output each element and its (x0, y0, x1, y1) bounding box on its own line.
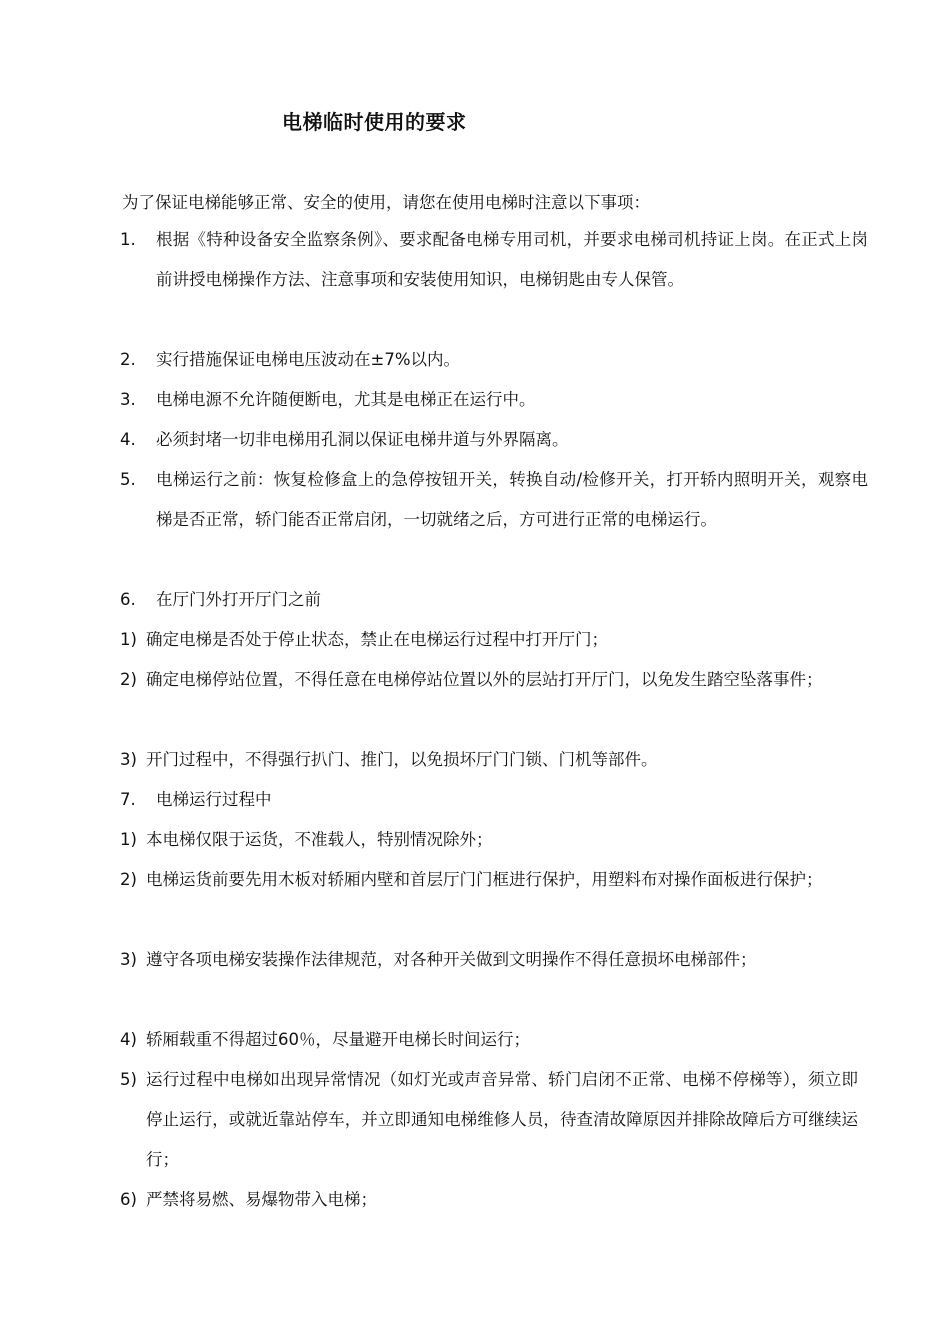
item-number: 4. (120, 430, 136, 449)
sub-item-7-3 (120, 940, 858, 980)
item-number: 4) (120, 1030, 137, 1049)
item-text: 根据《特种设备安全监察条例》、要求配备电梯专用司机，并要求电梯司机持证上岗。在正式上岗前讲授电梯操作方法、注意事项和安装使用知识，电梯钥匙由专人保管。 (156, 230, 868, 289)
list-item-2 (120, 340, 868, 380)
list-item-1 (120, 220, 868, 300)
list-item-5 (120, 460, 868, 540)
item-text: 电梯运行过程中 (156, 790, 272, 809)
list-item-4 (120, 420, 868, 460)
item-number: 3. (120, 390, 136, 409)
sub-item-7-2 (120, 860, 858, 900)
item-number: 1. (120, 230, 136, 249)
item-text: 轿厢载重不得超过60％，尽量避开电梯长时间运行； (146, 1030, 530, 1049)
item-number: 1) (120, 830, 137, 849)
item-text: 在厅门外打开厅门之前 (156, 590, 321, 609)
item-number: 3) (120, 750, 137, 769)
item-text: 确定电梯是否处于停止状态，禁止在电梯运行过程中打开厅门； (146, 630, 608, 649)
list-item-7 (120, 780, 868, 820)
item-number: 6. (120, 590, 136, 609)
item-text: 开门过程中，不得强行扒门、推门，以免损坏厅门门锁、门机等部件。 (146, 750, 658, 769)
item-number: 2) (120, 670, 137, 689)
item-text: 确定电梯停站位置，不得任意在电梯停站位置以外的层站打开厅门，以免发生踏空坠落事件； (146, 670, 823, 689)
item-text: 严禁将易燃、易爆物带入电梯； (146, 1190, 377, 1209)
intro-paragraph: 为了保证电梯能够正常、安全的使用，请您在使用电梯时注意以下事项： (122, 193, 650, 212)
item-number: 2. (120, 350, 136, 369)
item-number: 3) (120, 950, 137, 969)
sub-item-6-3 (120, 740, 858, 780)
item-text: 实行措施保证电梯电压波动在±7%以内。 (156, 350, 461, 369)
item-number: 5) (120, 1070, 137, 1089)
item-number: 2) (120, 870, 137, 889)
list-item-3 (120, 380, 868, 420)
item-text: 遵守各项电梯安装操作法律规范，对各种开关做到文明操作不得任意损坏电梯部件； (146, 950, 757, 969)
sub-item-7-6 (120, 1180, 858, 1220)
item-text: 运行过程中电梯如出现异常情况（如灯光或声音异常、轿门启闭不正常、电梯不停梯等），须立即停止运行，或就近靠站停车，并立即通知电梯维修人员，待查清故障原因并排除故障后方可继续运行； (146, 1070, 858, 1169)
item-number: 1) (120, 630, 137, 649)
sub-item-7-1 (120, 820, 858, 860)
list-item-6 (120, 580, 868, 620)
sub-item-6-2 (120, 660, 858, 700)
sub-item-7-5 (120, 1060, 858, 1180)
sub-item-7-4 (120, 1020, 858, 1060)
sub-item-6-1 (120, 620, 858, 660)
item-text: 电梯运行之前：恢复检修盒上的急停按钮开关，转换自动/检修开关，打开轿内照明开关，观察电梯是否正常，轿门能否正常启闭，一切就绪之后，方可进行正常的电梯运行。 (156, 470, 868, 529)
item-number: 7. (120, 790, 136, 809)
item-text: 电梯运货前要先用木板对轿厢内壁和首层厅门门框进行保护，用塑料布对操作面板进行保护； (146, 870, 823, 889)
item-text: 必须封堵一切非电梯用孔洞以保证电梯井道与外界隔离。 (156, 430, 569, 449)
document-title: 电梯临时使用的要求 (282, 110, 467, 134)
item-text: 电梯电源不允许随便断电，尤其是电梯正在运行中。 (156, 390, 536, 409)
item-text: 本电梯仅限于运货，不准载人，特别情况除外； (146, 830, 493, 849)
item-number: 5. (120, 470, 136, 489)
item-number: 6) (120, 1190, 137, 1209)
